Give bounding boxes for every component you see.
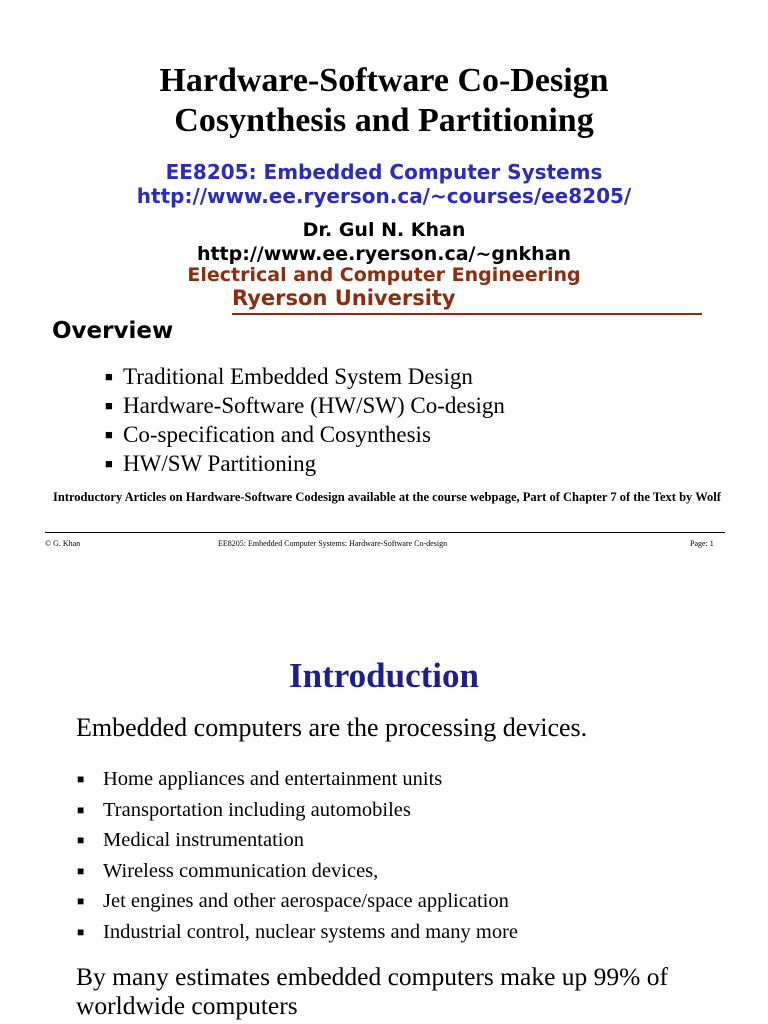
overview-item: ■ Traditional Embedded System Design <box>105 364 473 389</box>
square-bullet-icon: ■ <box>77 802 85 817</box>
overview-item: ■ Co-specification and Cosynthesis <box>105 422 431 447</box>
square-bullet-icon: ■ <box>77 894 85 909</box>
university-underline <box>232 313 702 315</box>
square-bullet-icon: ■ <box>105 456 113 471</box>
overview-item: ■ HW/SW Partitioning <box>105 451 317 476</box>
overview-item: ■ Hardware-Software (HW/SW) Co-design <box>105 393 505 418</box>
instructor-name: Dr. Gul N. Khan <box>302 219 466 241</box>
square-bullet-icon: ■ <box>77 924 85 939</box>
overview-heading: Overview <box>52 318 174 344</box>
application-item: ■ Jet engines and other aerospace/space application <box>77 886 518 917</box>
application-item: ■ Medical instrumentation <box>77 825 518 856</box>
course-url-link[interactable]: http://www.ee.ryerson.ca/~courses/ee8205/ <box>136 184 632 208</box>
footer-author: © G. Khan <box>45 539 81 548</box>
university-name: Ryerson University <box>232 286 456 310</box>
square-bullet-icon: ■ <box>77 772 85 786</box>
reading-note: Introductory Articles on Hardware-Software Codesign available at the course webpage, Part of Chapter 7 of the Text by Wolf <box>53 490 721 504</box>
closing-statement: By many estimates embedded computers make up 99% of worldwide computers <box>76 962 669 1020</box>
introduction-title: Introduction <box>289 656 479 695</box>
square-bullet-icon: ■ <box>105 427 113 442</box>
application-item: ■ Home appliances and entertainment units <box>77 764 518 795</box>
application-list <box>77 764 518 948</box>
application-item: ■ Industrial control, nuclear systems and many more <box>77 917 518 948</box>
footer-page-number: Page: 1 <box>690 539 714 548</box>
course-name: EE8205: Embedded Computer Systems <box>165 160 603 184</box>
square-bullet-icon: ■ <box>77 833 85 848</box>
footer-divider <box>45 532 725 533</box>
introduction-lead: Embedded computers are the processing devices. <box>76 713 588 742</box>
department-name: Electrical and Computer Engineering <box>187 264 581 286</box>
square-bullet-icon: ■ <box>105 369 113 384</box>
slide-title-line-2: Cosynthesis and Partitioning <box>174 102 594 139</box>
square-bullet-icon: ■ <box>77 863 85 878</box>
application-item: ■ Transportation including automobiles <box>77 795 518 826</box>
instructor-url-link[interactable]: http://www.ee.ryerson.ca/~gnkhan <box>196 243 572 265</box>
footer-course: EE8205: Embedded Computer Systems: Hardware-Software Co-design <box>218 539 448 548</box>
application-item: ■ Wireless communication devices, <box>77 856 518 887</box>
square-bullet-icon: ■ <box>105 398 113 413</box>
slide-title-line-1: Hardware-Software Co-Design <box>159 62 609 99</box>
overview-list <box>105 362 505 478</box>
